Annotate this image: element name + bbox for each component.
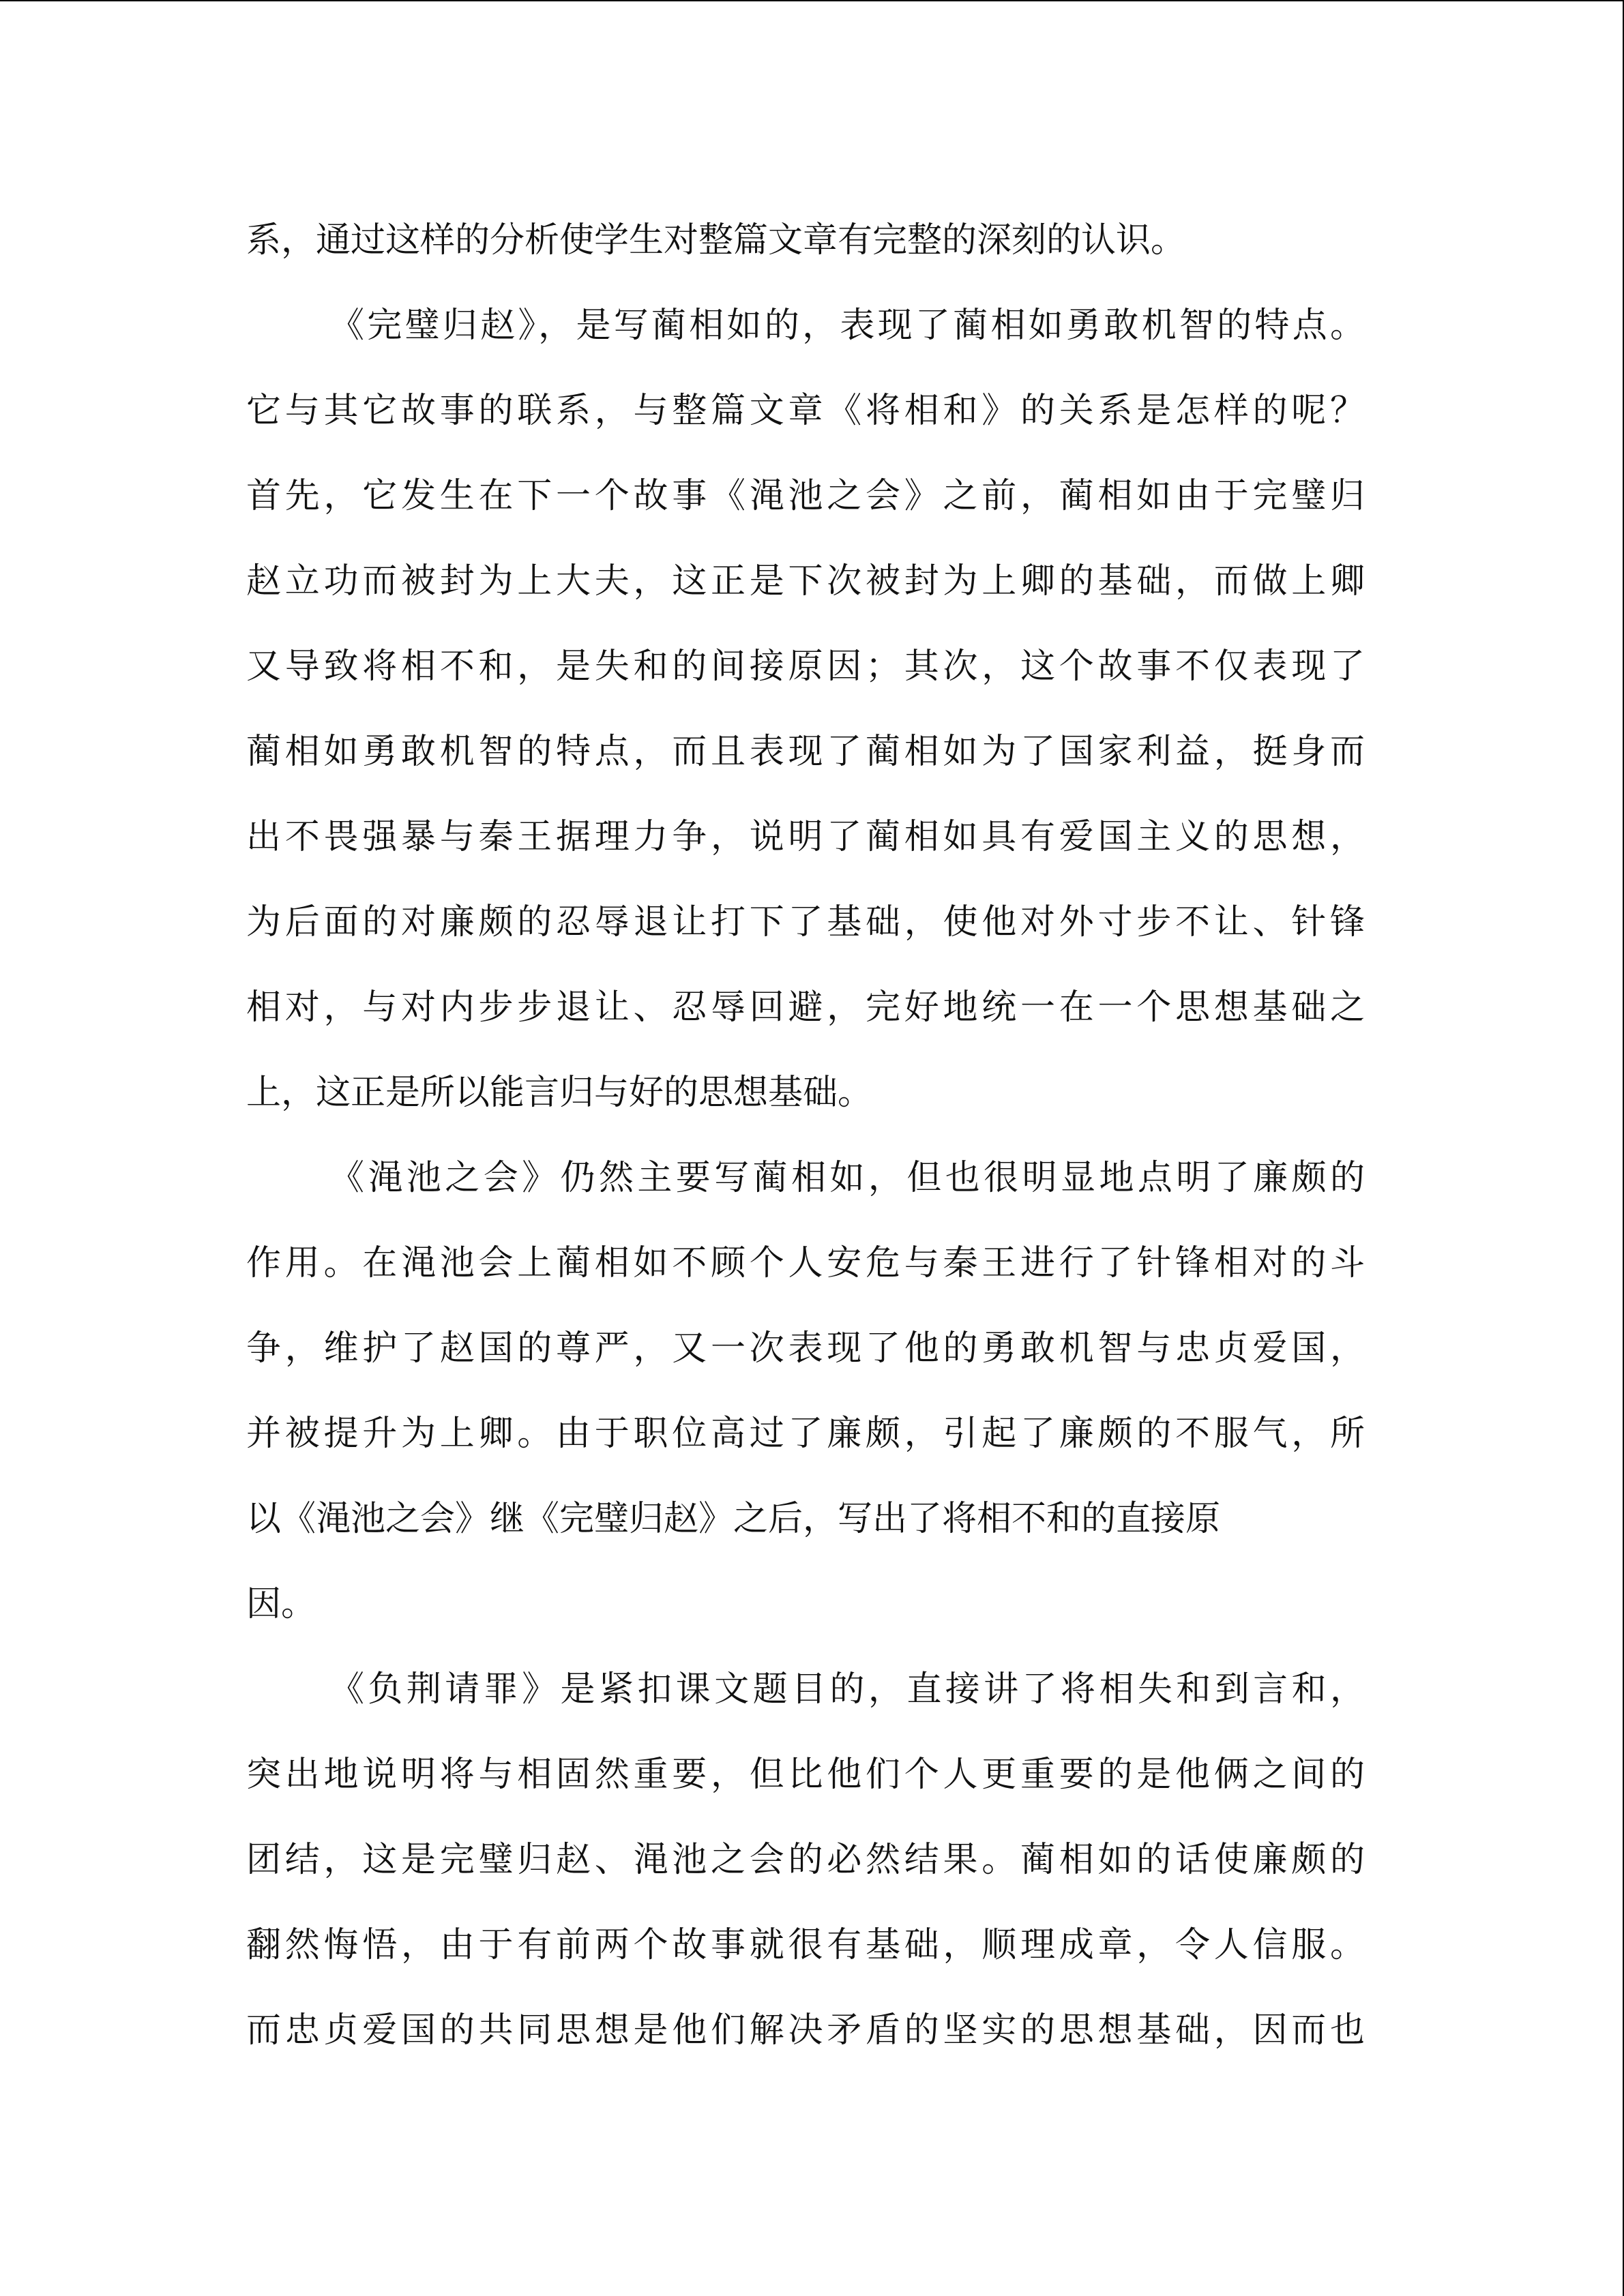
text-line: 作用。在渑池会上蔺相如不顾个人安危与秦王进行了针锋相对的斗: [246, 1243, 1365, 1283]
text-line: 《渑池之会》仍然主要写蔺相如，但也很明显地点明了廉颇的: [329, 1158, 1365, 1198]
paragraph: [246, 1135, 1365, 1647]
text-line: 首先，它发生在下一个故事《渑池之会》之前，蔺相如由于完璧归: [246, 476, 1365, 516]
paragraph: [246, 1647, 1365, 2073]
text-line: 以《渑池之会》继《完璧归赵》之后，写出了将相不和的直接原: [246, 1499, 1221, 1539]
paragraph: [246, 283, 1365, 1135]
text-line: 系，通过这样的分析使学生对整篇文章有完整的深刻的认识。: [246, 220, 1186, 260]
text-line: 《完璧归赵》，是写蔺相如的，表现了蔺相如勇敢机智的特点。: [329, 305, 1365, 346]
text-line: 翻然悔悟，由于有前两个故事就很有基础，顺理成章，令人信服。: [246, 1925, 1365, 1965]
text-line: 并被提升为上卿。由于职位高过了廉颇，引起了廉颇的不服气，所: [246, 1414, 1365, 1454]
document-body: [246, 198, 1365, 2073]
text-line: 相对，与对内步步退让、忍辱回避，完好地统一在一个思想基础之: [246, 987, 1365, 1028]
text-line: 争，维护了赵国的尊严，又一次表现了他的勇敢机智与忠贞爱国，: [246, 1328, 1365, 1369]
text-line: 蔺相如勇敢机智的特点，而且表现了蔺相如为了国家利益，挺身而: [246, 732, 1365, 772]
text-line: 它与其它故事的联系，与整篇文章《将相和》的关系是怎样的呢？: [246, 391, 1365, 431]
text-line: 又导致将相不和，是失和的间接原因；其次，这个故事不仅表现了: [246, 646, 1365, 687]
text-line: 出不畏强暴与秦王据理力争，说明了蔺相如具有爱国主义的思想，: [246, 817, 1365, 857]
text-line: 而忠贞爱国的共同思想是他们解决矛盾的坚实的思想基础，因而也: [246, 2010, 1365, 2051]
text-line: 团结，这是完璧归赵、渑池之会的必然结果。蔺相如的话使廉颇的: [246, 1840, 1365, 1880]
text-line: 《负荆请罪》是紧扣课文题目的，直接讲了将相失和到言和，: [329, 1669, 1365, 1710]
text-line: 赵立功而被封为上大夫，这正是下次被封为上卿的基础，而做上卿: [246, 561, 1365, 601]
text-line: 为后面的对廉颇的忍辱退让打下了基础，使他对外寸步不让、针锋: [246, 902, 1365, 942]
text-line: 上，这正是所以能言归与好的思想基础。: [246, 1073, 873, 1113]
paragraph: [246, 198, 1365, 283]
text-line: 突出地说明将与相固然重要，但比他们个人更重要的是他俩之间的: [246, 1755, 1365, 1795]
text-line: 因。: [246, 1584, 316, 1624]
